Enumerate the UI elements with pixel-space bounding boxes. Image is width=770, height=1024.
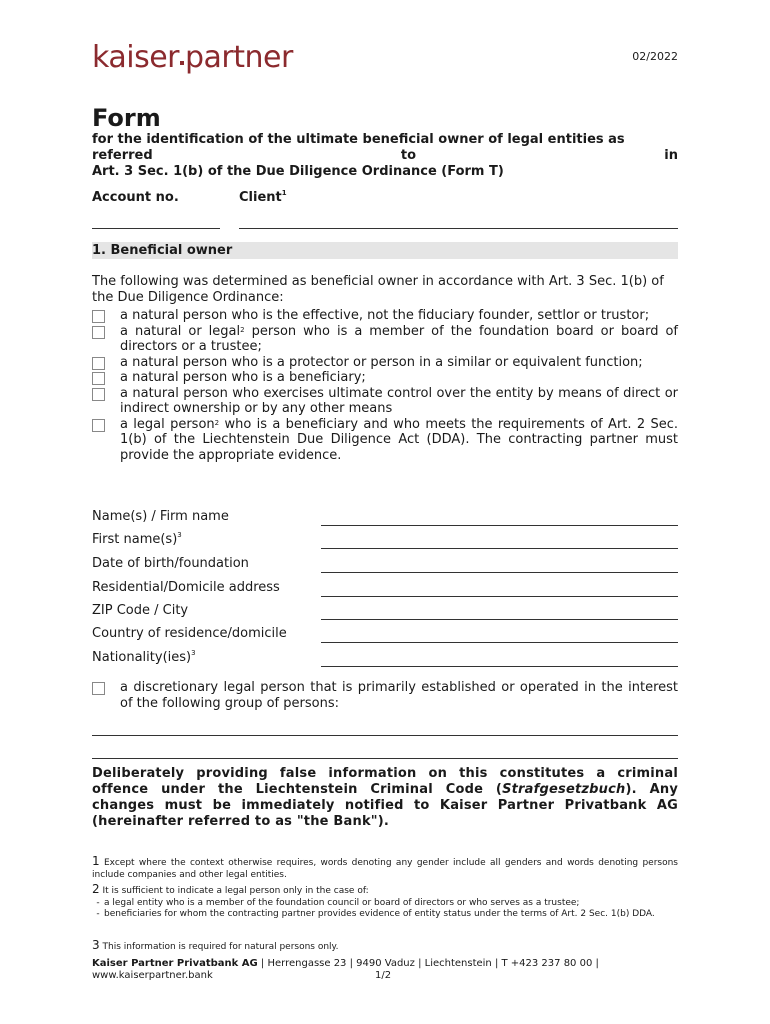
footnote-list-text: a legal entity who is a member of the foundation council or board of directors or who serves as a trustee; [104, 897, 580, 908]
warning-text: ). Any changes must be immediately notified to Kaiser Partner Privatbank AG (hereinafter referred to as "the Bank"). [92, 782, 678, 829]
field-label-text: ZIP Code / City [92, 603, 189, 618]
field-label-text: First name(s) [92, 532, 178, 547]
field-input-address[interactable] [321, 596, 678, 597]
option-checkbox[interactable] [92, 372, 105, 385]
logo-left-text: kaiser [92, 40, 179, 75]
option-text-part: a natural or legal [120, 323, 241, 339]
option-row [92, 308, 678, 324]
footnote-2 [92, 884, 678, 921]
discretionary-checkbox[interactable] [92, 682, 105, 695]
option-text: a natural person who exercises ultimate control over the entity by means of direct or indirect ownership or by any other means [120, 385, 678, 416]
option-text-part: person who is a member of the foundation board or board of directors or a trustee; [120, 323, 678, 354]
client-label [239, 190, 287, 205]
beneficial-owner-options [92, 308, 678, 463]
group-input-line-1[interactable] [92, 735, 678, 736]
option-row [92, 355, 678, 371]
field-label-first-name [92, 532, 182, 547]
field-input-nationality[interactable] [321, 666, 678, 667]
field-label-text: Date of birth/foundation [92, 556, 249, 571]
option-row [92, 324, 678, 355]
client-footnote-ref: 1 [281, 189, 287, 197]
field-input-birth-date[interactable] [321, 572, 678, 573]
section-beneficial-owner-heading: 1. Beneficial owner [92, 242, 678, 259]
field-input-country[interactable] [321, 642, 678, 643]
account-no-label: Account no. [92, 190, 179, 205]
option-text: a natural person who is the effective, not the fiduciary founder, settlor or trustor; [120, 308, 650, 323]
field-label-text: Name(s) / Firm name [92, 509, 229, 524]
option-text [120, 417, 678, 464]
field-label-zip-city [92, 603, 188, 618]
account-no-input-line[interactable] [92, 228, 220, 229]
field-label-birth-date [92, 556, 249, 571]
field-label-name [92, 509, 229, 524]
footnote-3 [92, 940, 678, 954]
subtitle-line-2 [92, 148, 678, 164]
discretionary-option-row [92, 680, 678, 712]
discretionary-text: a discretionary legal person that is primarily established or operated in the interest of the following group of persons: [120, 680, 678, 711]
option-text-part: who is a beneficiary and who meets the requirements of Art. 2 Sec. 1(b) of the Liechtenstein Due Diligence Act (DDA). The contracting partner must provide the appropriate evidence. [120, 416, 678, 463]
footnote-text: This information is required for natural persons only. [99, 942, 339, 952]
footer-website[interactable]: www.kaiserpartner.bank [92, 970, 213, 981]
option-checkbox[interactable] [92, 326, 105, 339]
page-number: 1/2 [375, 970, 392, 981]
field-label-country [92, 626, 287, 641]
list-item: - beneficiaries for whom the contracting partner provides evidence of entity status under the terms of Art. 2 Sec. 1(b) DDA. [96, 909, 655, 919]
footnote-2-list [92, 898, 678, 921]
subtitle-line-3: Art. 3 Sec. 1(b) of the Due Diligence Ordinance (Form T) [92, 164, 504, 179]
footer-bank-name: Kaiser Partner Privatbank AG [92, 958, 258, 969]
footnote-ref: 3 [191, 649, 196, 657]
field-label-address [92, 580, 280, 595]
field-label-text: Nationality(ies) [92, 650, 192, 665]
footnote-text: Except where the context otherwise requires, words denoting any gender include all genders and words denoting persons include companies and other legal entities. [92, 858, 678, 880]
footnote-number: 1 [92, 854, 100, 868]
logo-right-text: partner [185, 40, 293, 75]
option-text-part: a legal person [120, 416, 215, 432]
footer-address: | Herrengasse 23 | 9490 Vaduz | Liechtenstein | T +423 237 80 00 | [257, 958, 599, 969]
logo-dot [180, 61, 184, 65]
footnote-ref: 3 [177, 531, 182, 539]
list-item: - a legal entity who is a member of the foundation council or board of directors or who serves as a trustee; [96, 897, 580, 908]
option-checkbox[interactable] [92, 310, 105, 323]
footnote-list-text: beneficiaries for whom the contracting partner provides evidence of entity status under the terms of Art. 2 Sec. 1(b) DDA. [104, 909, 655, 919]
option-checkbox[interactable] [92, 388, 105, 401]
option-row [92, 386, 678, 417]
option-row [92, 370, 678, 386]
option-checkbox[interactable] [92, 357, 105, 370]
footnote-number: 2 [92, 882, 100, 896]
section-intro-text: The following was determined as beneficial owner in accordance with Art. 3 Sec. 1(b) of the Due Diligence Ordinance: [92, 274, 664, 305]
client-input-line[interactable] [239, 228, 678, 229]
footnote-number: 3 [92, 938, 100, 952]
form-title: Form [92, 104, 161, 132]
warning-text: Deliberately providing false information on this constitutes a criminal offence under the Liechtenstein Criminal Code ( [92, 766, 678, 797]
subtitle-word-to: to [400, 148, 417, 163]
group-input-line-2[interactable] [92, 758, 678, 759]
field-label-nationality [92, 650, 196, 665]
kaiser-partner-logo [92, 40, 293, 75]
field-input-name[interactable] [321, 525, 678, 526]
subtitle-line-1: for the identification of the ultimate beneficial owner of legal entities as [92, 132, 625, 147]
page-footer [92, 958, 678, 982]
field-label-text: Residential/Domicile address [92, 580, 280, 595]
footnote-text: It is sufficient to indicate a legal person only in the case of: [99, 886, 369, 896]
form-subtitle [92, 132, 678, 180]
field-label-text: Country of residence/domicile [92, 626, 287, 641]
footnote-ref: 2 [240, 325, 245, 334]
footnote-1 [92, 856, 678, 881]
warning-italic: Strafgesetzbuch [502, 782, 626, 797]
option-text: a natural person who is a beneficiary; [120, 370, 366, 385]
subtitle-word-in: in [664, 148, 678, 163]
false-information-warning [92, 766, 678, 830]
subtitle-word-referred: referred [92, 148, 153, 163]
field-input-zip-city[interactable] [321, 619, 678, 620]
field-input-first-name[interactable] [321, 548, 678, 549]
option-row [92, 417, 678, 464]
option-checkbox[interactable] [92, 419, 105, 432]
form-date: 02/2022 [632, 50, 678, 63]
client-label-text: Client [239, 190, 282, 205]
option-text: a natural person who is a protector or person in a similar or equivalent function; [120, 354, 643, 370]
option-text [120, 324, 678, 355]
footnote-ref: 2 [214, 418, 220, 427]
